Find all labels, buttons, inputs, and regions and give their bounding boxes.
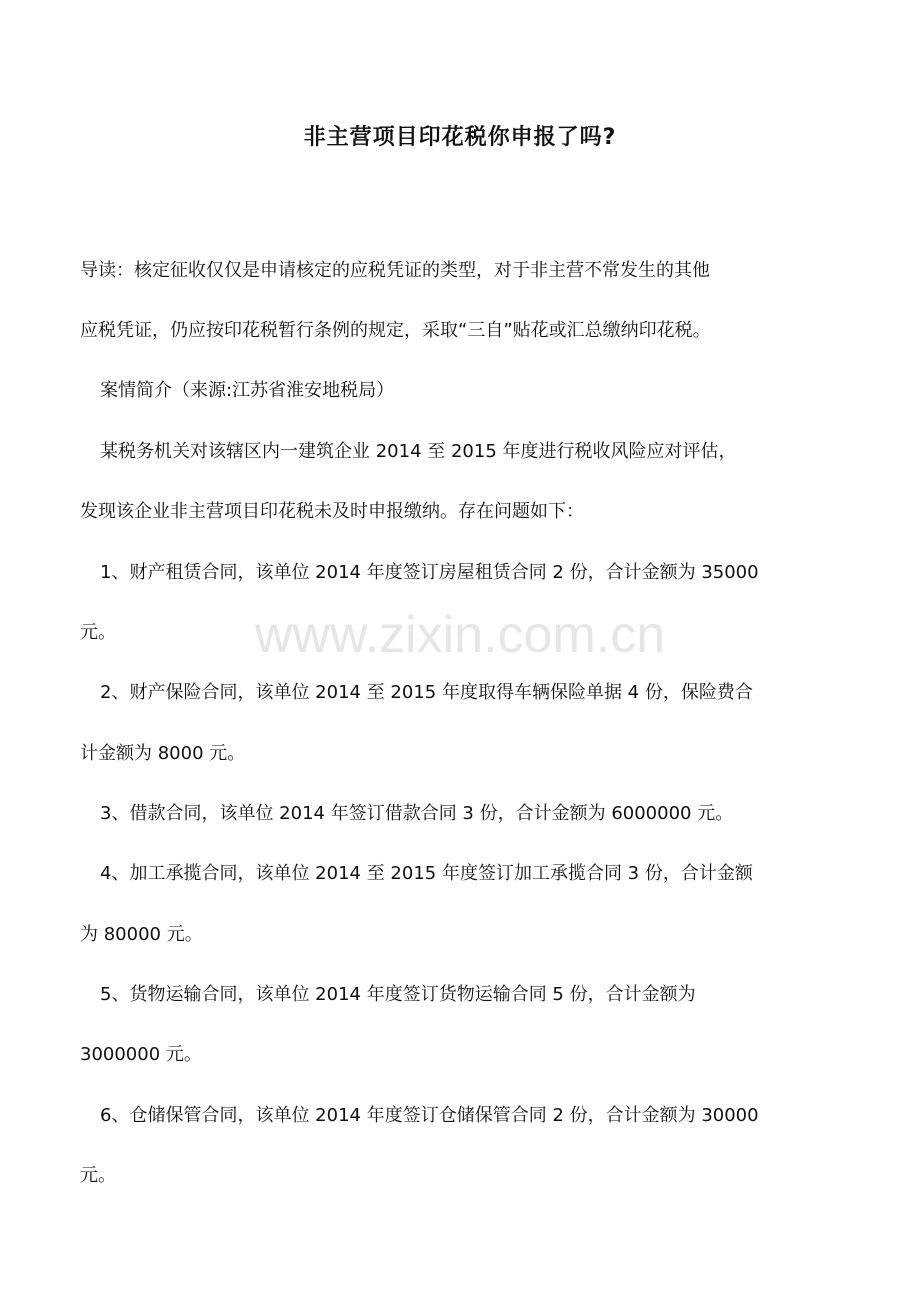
paragraph-line: 导读：核定征收仅仅是申请核定的应税凭证的类型，对于非主营不常发生的其他	[80, 260, 710, 281]
paragraph-line: 某税务机关对该辖区内一建筑企业 2014 至 2015 年度进行税收风险应对评估，	[100, 441, 737, 462]
list-item: 6、仓储保管合同，该单位 2014 年度签订仓储保管合同 2 份，合计金额为 30000	[100, 1105, 759, 1126]
watermark: www.zixin.com.cn	[254, 606, 666, 664]
list-item-continuation: 元。	[80, 622, 116, 643]
list-item-continuation: 为 80000 元。	[80, 924, 203, 945]
list-item-continuation: 元。	[80, 1165, 116, 1186]
paragraph-line: 应税凭证，仍应按印花税暂行条例的规定，采取“三自”贴花或汇总缴纳印花税。	[80, 320, 711, 341]
list-item-continuation: 计金额为 8000 元。	[80, 743, 246, 764]
section-heading: 案情简介（来源:江苏省淮安地税局）	[100, 380, 395, 401]
list-item: 4、加工承揽合同，该单位 2014 至 2015 年度签订加工承揽合同 3 份，合计金额	[100, 863, 753, 884]
list-item-continuation: 3000000 元。	[80, 1044, 202, 1065]
list-item: 3、借款合同，该单位 2014 年签订借款合同 3 份，合计金额为 6000000 元。	[100, 803, 734, 824]
list-item: 1、财产租赁合同，该单位 2014 年度签订房屋租赁合同 2 份，合计金额为 35000	[100, 562, 759, 583]
paragraph-line: 发现该企业非主营项目印花税未及时申报缴纳。存在问题如下：	[80, 501, 584, 522]
document-title: 非主营项目印花税你申报了吗?	[303, 125, 617, 150]
list-item: 5、货物运输合同，该单位 2014 年度签订货物运输合同 5 份，合计金额为	[100, 984, 696, 1005]
list-item: 2、财产保险合同，该单位 2014 至 2015 年度取得车辆保险单据 4 份，保险费合	[100, 682, 753, 703]
